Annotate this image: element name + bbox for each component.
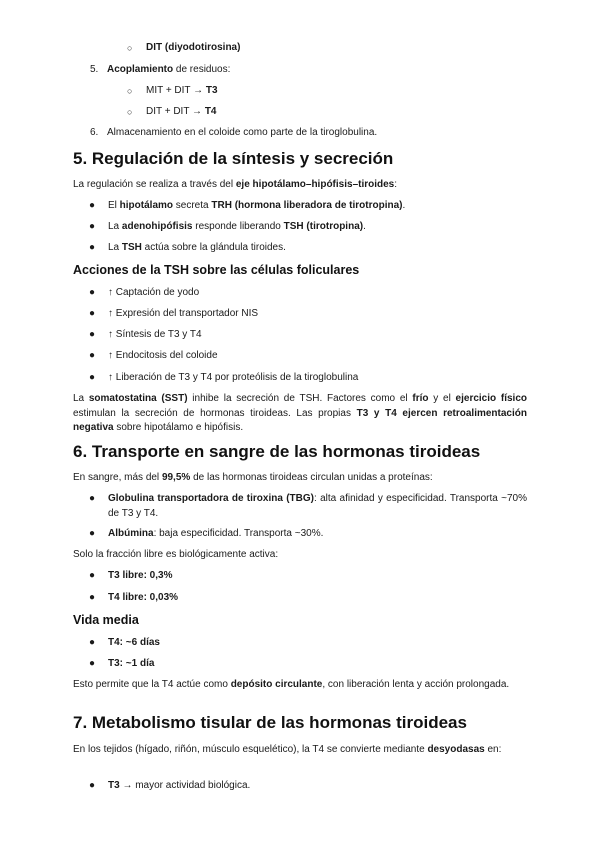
bullet-icon: ●	[89, 200, 96, 211]
bullet-icon: ●	[89, 242, 96, 253]
bullet-icon: ●	[89, 528, 96, 539]
list-item-t4-half-life: ● T4: ~6 días	[89, 637, 160, 648]
list-item-6: 6. Almacenamiento en el coloide como parte de la tiroglobulina.	[90, 127, 378, 138]
bullet-icon: ●	[89, 287, 96, 298]
section-5-intro: La regulación se realiza a través del eje hipotálamo–hipófisis–tiroides:	[73, 179, 398, 190]
bullet-icon: ●	[89, 637, 96, 648]
section-5-title: 5. Regulación de la síntesis y secreción	[73, 149, 394, 168]
list-item-tsh: ● La TSH actúa sobre la glándula tiroides.	[89, 242, 286, 253]
list-item-5: 5. Acoplamiento de residuos:	[90, 64, 231, 75]
circle-bullet-icon: ○	[127, 86, 133, 96]
list-item-t3-activity: ● T3 → mayor actividad biológica.	[89, 780, 251, 791]
bullet-icon: ●	[89, 570, 96, 581]
list-item-tbg: ● Globulina transportadora de tiroxina (TBG): alta afinidad y especificidad. Transporta ~70% de T3 y T4.	[89, 493, 527, 519]
list-item-action-2: ● ↑ Expresión del transportador NIS	[89, 308, 259, 319]
tsh-actions-title: Acciones de la TSH sobre las células foliculares	[73, 263, 360, 277]
bullet-icon: ●	[89, 350, 96, 361]
list-item-mit: ○ MIT + DIT → T3	[127, 85, 218, 96]
section-7-intro: En los tejidos (hígado, riñón, músculo esquelético), la T4 se convierte mediante desyodasas en:	[73, 744, 502, 755]
section-7-title: 7. Metabolismo tisular de las hormonas tiroideas	[73, 713, 467, 732]
list-item-action-3: ● ↑ Síntesis de T3 y T4	[89, 329, 202, 340]
list-item-t3-free: ● T3 libre: 0,3%	[89, 570, 173, 581]
section-6-intro: En sangre, más del 99,5% de las hormonas tiroideas circulan unidas a proteínas:	[73, 472, 433, 483]
section-6-title: 6. Transporte en sangre de las hormonas tiroideas	[73, 442, 481, 461]
list-item-dit-dit: ○ DIT + DIT → T4	[127, 106, 217, 117]
bullet-icon: ●	[89, 658, 96, 669]
circle-bullet-icon: ○	[127, 107, 133, 117]
half-life-title: Vida media	[73, 613, 139, 627]
circulating-deposit-paragraph: Esto permite que la T4 actúe como depósito circulante, con liberación lenta y acción prolongada.	[73, 679, 510, 690]
circle-bullet-icon: ○	[127, 43, 133, 53]
bullet-icon: ●	[89, 329, 96, 340]
list-item-hipotalamo: ● El hipotálamo secreta TRH (hormona liberadora de tirotropina).	[89, 200, 406, 211]
list-item-albumina: ● Albúmina: baja especificidad. Transporta ~30%.	[89, 528, 324, 539]
list-item-action-4: ● ↑ Endocitosis del coloide	[89, 350, 218, 361]
bullet-icon: ●	[89, 221, 96, 232]
list-item-adenohipofisis: ● La adenohipófisis responde liberando TSH (tirotropina).	[89, 221, 366, 232]
bullet-icon: ●	[89, 780, 96, 791]
bullet-icon: ●	[89, 308, 96, 319]
list-item-dit: ○ DIT (diyodotirosina)	[127, 42, 241, 53]
free-fraction-intro: Solo la fracción libre es biológicamente activa:	[73, 549, 279, 560]
bullet-icon: ●	[89, 592, 96, 603]
list-item-t3-half-life: ● T3: ~1 día	[89, 658, 155, 669]
regulation-paragraph: La somatostatina (SST) inhibe la secreción de TSH. Factores como el frío y el ejercicio físico estimulan la secreción de hormonas tiroideas. Las propias T3 y T4 ejercen retroalimentación negativa sobre hipotálamo e hipófisis.	[73, 393, 527, 433]
bullet-icon: ●	[89, 372, 96, 383]
list-item-t4-free: ● T4 libre: 0,03%	[89, 592, 179, 603]
bullet-icon: ●	[89, 493, 96, 504]
list-item-action-5: ● ↑ Liberación de T3 y T4 por proteólisis de la tiroglobulina	[89, 372, 359, 383]
list-item-action-1: ● ↑ Captación de yodo	[89, 287, 200, 298]
